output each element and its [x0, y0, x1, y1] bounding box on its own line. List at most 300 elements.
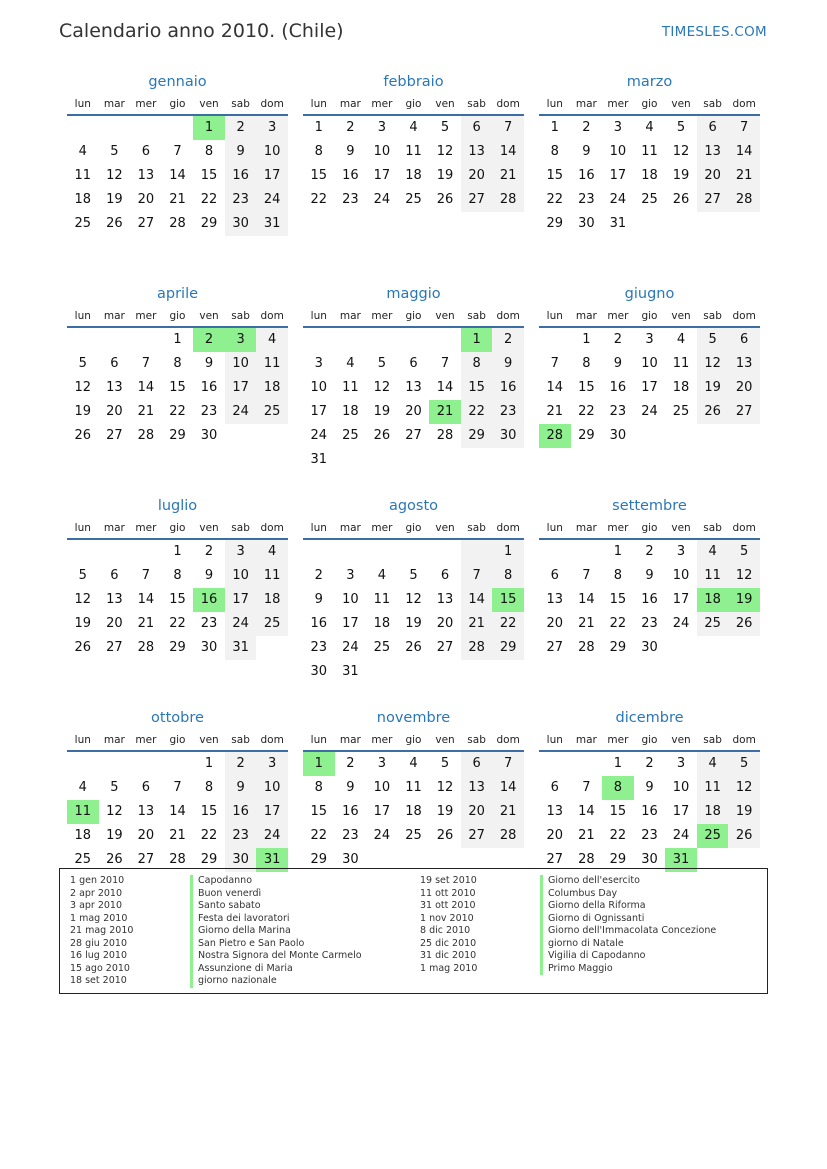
empty-cell: [162, 752, 194, 776]
day-cell: 12: [74, 380, 92, 395]
day-cell: 27: [728, 400, 760, 424]
weekday-header: mer: [366, 517, 398, 540]
weekday-header: mar: [571, 93, 603, 116]
day-cell: 22: [310, 828, 328, 843]
day-cell: 3: [256, 116, 288, 140]
day-cell: 28: [539, 424, 571, 448]
weekday-header: lun: [67, 729, 99, 752]
day-cell: 29: [169, 428, 186, 443]
day-cell: 30: [641, 640, 658, 655]
weekday-header: mer: [366, 729, 398, 752]
day-cell: 15: [461, 376, 493, 400]
day-cell: 22: [492, 612, 524, 636]
legend-date: 31 dic 2010: [420, 950, 477, 961]
day-cell: 26: [106, 852, 123, 867]
legend-holiday-name: Nostra Signora del Monte Carmelo: [190, 950, 420, 963]
weekday-header: dom: [728, 517, 760, 540]
empty-cell: [335, 448, 367, 472]
legend-holiday-name: Festa dei lavoratori: [190, 913, 420, 926]
day-cell: 25: [641, 192, 658, 207]
day-cell: 27: [461, 188, 493, 212]
weekday-header: sab: [225, 93, 257, 116]
day-cell: 15: [310, 804, 328, 819]
day-cell: 9: [204, 568, 214, 583]
day-cell: 28: [492, 188, 524, 212]
day-cell: 9: [204, 356, 214, 371]
day-cell: 24: [256, 188, 288, 212]
empty-cell: [539, 752, 571, 776]
day-cell: 15: [609, 592, 627, 607]
empty-cell: [571, 752, 603, 776]
day-cell: 22: [200, 192, 218, 207]
day-cell: 12: [74, 592, 92, 607]
day-cell: 2: [346, 756, 355, 771]
day-cell: 11: [672, 356, 690, 371]
day-cell: 4: [256, 328, 288, 352]
day-cell: 8: [204, 780, 214, 795]
weekday-header: sab: [461, 305, 493, 328]
weekday-header: lun: [303, 93, 335, 116]
day-cell: 22: [310, 192, 328, 207]
month-marzo: [539, 72, 760, 284]
day-cell: 4: [697, 752, 729, 776]
legend-date: 25 dic 2010: [420, 937, 477, 949]
weekday-header: dom: [728, 729, 760, 752]
weekday-header: ven: [429, 729, 461, 752]
day-cell: 17: [373, 804, 391, 819]
day-cell: 2: [645, 756, 654, 771]
day-cell: 10: [256, 140, 288, 164]
day-cell: 19: [373, 404, 391, 419]
day-cell: 16: [342, 168, 359, 183]
day-cell: 20: [461, 164, 493, 188]
day-cell: 5: [728, 752, 760, 776]
day-cell: 9: [225, 776, 257, 800]
day-cell: 18: [342, 404, 359, 419]
day-cell: 20: [106, 404, 123, 419]
month-days-grid: [67, 729, 288, 872]
month-title: ottobre: [151, 710, 204, 726]
day-cell: 6: [728, 328, 760, 352]
day-cell: 8: [204, 144, 214, 159]
day-cell: 24: [342, 640, 359, 655]
day-cell: 22: [546, 192, 564, 207]
day-cell: 29: [200, 852, 218, 867]
empty-cell: [728, 636, 760, 660]
day-cell: 19: [728, 588, 760, 612]
day-cell: 10: [225, 352, 257, 376]
day-cell: 18: [256, 588, 288, 612]
day-cell: 11: [697, 776, 729, 800]
day-cell: 5: [676, 120, 686, 135]
day-cell: 14: [578, 804, 595, 819]
day-cell: 18: [373, 616, 391, 631]
day-cell: 9: [346, 144, 355, 159]
day-cell: 6: [461, 752, 493, 776]
day-cell: 5: [409, 568, 418, 583]
weekday-header: gio: [634, 93, 666, 116]
empty-cell: [366, 328, 398, 352]
day-cell: 20: [106, 616, 123, 631]
day-cell: 10: [609, 144, 627, 159]
day-cell: 24: [310, 428, 328, 443]
day-cell: 3: [346, 568, 355, 583]
day-cell: 7: [728, 116, 760, 140]
day-cell: 28: [461, 636, 493, 660]
day-cell: 24: [225, 400, 257, 424]
day-cell: 10: [672, 568, 690, 583]
day-cell: 30: [578, 216, 595, 231]
day-cell: 3: [225, 540, 257, 564]
day-cell: 18: [74, 828, 92, 843]
empty-cell: [303, 328, 335, 352]
day-cell: 30: [342, 852, 359, 867]
day-cell: 4: [645, 120, 654, 135]
day-cell: 14: [546, 380, 564, 395]
month-gennaio: [67, 72, 288, 284]
day-cell: 13: [405, 380, 422, 395]
weekday-header: mer: [602, 93, 634, 116]
legend-holiday-name: Buon venerdì: [190, 888, 420, 901]
day-cell: 17: [641, 380, 658, 395]
weekday-header: sab: [461, 517, 493, 540]
legend-date: 3 apr 2010: [70, 900, 123, 911]
day-cell: 16: [641, 592, 658, 607]
weekday-header: lun: [303, 305, 335, 328]
day-cell: 20: [546, 828, 564, 843]
weekday-header: sab: [225, 729, 257, 752]
weekday-header: ven: [429, 517, 461, 540]
weekday-header: lun: [539, 93, 571, 116]
day-cell: 6: [409, 356, 418, 371]
legend-holiday-name: Assunzione di Maria: [190, 963, 420, 976]
day-cell: 2: [346, 120, 355, 135]
legend-date: 18 set 2010: [70, 975, 127, 986]
day-cell: 23: [342, 192, 359, 207]
legend-date: 21 mag 2010: [70, 925, 134, 936]
day-cell: 16: [578, 168, 595, 183]
day-cell: 8: [173, 568, 182, 583]
day-cell: 29: [200, 216, 218, 231]
day-cell: 22: [578, 404, 595, 419]
weekday-header: mar: [335, 729, 367, 752]
day-cell: 16: [609, 380, 627, 395]
day-cell: 9: [613, 356, 623, 371]
legend-holiday-name: Giorno dell'esercito: [540, 875, 770, 888]
day-cell: 28: [578, 640, 595, 655]
day-cell: 1: [613, 544, 623, 559]
day-cell: 4: [676, 332, 686, 347]
day-cell: 13: [137, 168, 155, 183]
legend-holiday-name: Primo Maggio: [540, 963, 770, 976]
day-cell: 2: [204, 544, 214, 559]
day-cell: 13: [546, 804, 564, 819]
day-cell: 5: [78, 568, 87, 583]
legend-holiday-name: Santo sabato: [190, 900, 420, 913]
day-cell: 27: [405, 428, 422, 443]
day-cell: 31: [256, 212, 288, 236]
empty-cell: [130, 752, 162, 776]
day-cell: 23: [342, 828, 359, 843]
day-cell: 11: [641, 144, 658, 159]
months-grid: [67, 72, 761, 920]
month-title: luglio: [157, 498, 198, 514]
weekday-header: lun: [539, 729, 571, 752]
legend-date: 19 set 2010: [420, 875, 477, 886]
day-cell: 14: [461, 588, 493, 612]
day-cell: 16: [342, 804, 359, 819]
weekday-header: mar: [99, 729, 131, 752]
day-cell: 19: [405, 616, 422, 631]
day-cell: 13: [106, 380, 123, 395]
day-cell: 21: [546, 404, 564, 419]
empty-cell: [665, 636, 697, 660]
day-cell: 25: [74, 852, 92, 867]
day-cell: 21: [169, 192, 186, 207]
day-cell: 6: [110, 356, 119, 371]
weekday-header: lun: [539, 517, 571, 540]
day-cell: 7: [582, 568, 591, 583]
day-cell: 3: [676, 544, 686, 559]
day-cell: 27: [697, 188, 729, 212]
weekday-header: ven: [193, 305, 225, 328]
day-cell: 12: [106, 804, 123, 819]
day-cell: 17: [225, 588, 257, 612]
legend-holiday-name: Capodanno: [190, 875, 420, 888]
weekday-header: mar: [571, 729, 603, 752]
day-cell: 20: [546, 616, 564, 631]
day-cell: 29: [461, 424, 493, 448]
day-cell: 15: [546, 168, 564, 183]
day-cell: 30: [225, 212, 257, 236]
day-cell: 29: [492, 636, 524, 660]
empty-cell: [728, 212, 760, 236]
legend-holiday-name: Columbus Day: [540, 888, 770, 901]
day-cell: 2: [193, 328, 225, 352]
day-cell: 18: [405, 804, 422, 819]
weekday-header: mar: [571, 517, 603, 540]
day-cell: 17: [256, 164, 288, 188]
day-cell: 12: [106, 168, 123, 183]
weekday-header: dom: [492, 305, 524, 328]
day-cell: 20: [137, 828, 155, 843]
month-title: marzo: [626, 74, 673, 90]
day-cell: 14: [728, 140, 760, 164]
day-cell: 7: [492, 116, 524, 140]
weekday-header: sab: [697, 93, 729, 116]
day-cell: 25: [672, 404, 690, 419]
day-cell: 13: [461, 776, 493, 800]
empty-cell: [461, 540, 493, 564]
day-cell: 1: [204, 756, 214, 771]
day-cell: 18: [405, 168, 422, 183]
legend-holiday-name: giorno nazionale: [190, 975, 420, 988]
day-cell: 8: [582, 356, 591, 371]
empty-cell: [539, 328, 571, 352]
month-days-grid: [303, 305, 524, 472]
day-cell: 6: [141, 780, 151, 795]
weekday-header: mar: [335, 305, 367, 328]
day-cell: 15: [578, 380, 595, 395]
day-cell: 7: [582, 780, 591, 795]
empty-cell: [130, 116, 162, 140]
day-cell: 22: [461, 400, 493, 424]
day-cell: 24: [373, 192, 391, 207]
weekday-header: ven: [665, 729, 697, 752]
day-cell: 1: [550, 120, 559, 135]
legend-holiday-name: Giorno dell'Immacolata Concezione: [540, 925, 770, 938]
day-cell: 5: [697, 328, 729, 352]
day-cell: 17: [342, 616, 359, 631]
day-cell: 15: [169, 380, 186, 395]
day-cell: 31: [342, 664, 359, 679]
day-cell: 22: [609, 616, 627, 631]
day-cell: 19: [672, 168, 690, 183]
empty-cell: [67, 328, 99, 352]
weekday-header: mar: [571, 305, 603, 328]
empty-cell: [461, 660, 493, 684]
weekday-header: gio: [398, 729, 430, 752]
day-cell: 24: [373, 828, 391, 843]
day-cell: 19: [436, 168, 454, 183]
empty-cell: [728, 424, 760, 448]
day-cell: 18: [697, 588, 729, 612]
day-cell: 1: [303, 752, 335, 776]
day-cell: 7: [550, 356, 559, 371]
day-cell: 28: [137, 640, 155, 655]
empty-cell: [398, 660, 430, 684]
weekday-header: sab: [225, 517, 257, 540]
empty-cell: [634, 212, 666, 236]
day-cell: 12: [436, 144, 454, 159]
day-cell: 8: [173, 356, 182, 371]
legend-holiday-name: Giorno di Ognissanti: [540, 913, 770, 926]
day-cell: 2: [225, 116, 257, 140]
weekday-header: lun: [67, 517, 99, 540]
day-cell: 24: [672, 828, 690, 843]
day-cell: 10: [641, 356, 658, 371]
day-cell: 14: [436, 380, 454, 395]
day-cell: 1: [193, 116, 225, 140]
weekday-header: mar: [99, 305, 131, 328]
day-cell: 4: [78, 144, 87, 159]
day-cell: 30: [225, 848, 257, 872]
day-cell: 21: [492, 800, 524, 824]
day-cell: 9: [645, 780, 654, 795]
day-cell: 15: [609, 804, 627, 819]
day-cell: 3: [645, 332, 654, 347]
day-cell: 11: [405, 144, 422, 159]
day-cell: 6: [110, 568, 119, 583]
brand-link[interactable]: TIMESLES.COM: [661, 24, 767, 40]
day-cell: 25: [373, 640, 391, 655]
day-cell: 28: [169, 216, 186, 231]
day-cell: 7: [141, 568, 151, 583]
day-cell: 26: [436, 828, 454, 843]
day-cell: 26: [728, 824, 760, 848]
day-cell: 16: [225, 800, 257, 824]
weekday-header: mer: [366, 93, 398, 116]
empty-cell: [634, 424, 666, 448]
day-cell: 6: [697, 116, 729, 140]
weekday-header: gio: [398, 93, 430, 116]
day-cell: 20: [461, 800, 493, 824]
legend-holiday-name: Giorno della Marina: [190, 925, 420, 938]
weekday-header: gio: [162, 93, 194, 116]
weekday-header: lun: [67, 93, 99, 116]
day-cell: 21: [169, 828, 186, 843]
weekday-header: gio: [634, 305, 666, 328]
weekday-header: gio: [162, 517, 194, 540]
day-cell: 22: [169, 616, 186, 631]
day-cell: 12: [436, 780, 454, 795]
weekday-header: gio: [162, 305, 194, 328]
day-cell: 11: [697, 564, 729, 588]
day-cell: 31: [225, 636, 257, 660]
day-cell: 4: [377, 568, 387, 583]
weekday-header: dom: [256, 93, 288, 116]
day-cell: 5: [728, 540, 760, 564]
day-cell: 3: [225, 328, 257, 352]
day-cell: 30: [200, 640, 218, 655]
day-cell: 26: [106, 216, 123, 231]
day-cell: 23: [492, 400, 524, 424]
day-cell: 12: [728, 564, 760, 588]
day-cell: 11: [256, 564, 288, 588]
day-cell: 26: [436, 192, 454, 207]
day-cell: 6: [550, 568, 559, 583]
day-cell: 4: [256, 540, 288, 564]
day-cell: 29: [609, 640, 627, 655]
day-cell: 4: [697, 540, 729, 564]
day-cell: 9: [225, 140, 257, 164]
holiday-legend: [59, 868, 768, 994]
weekday-header: lun: [67, 305, 99, 328]
day-cell: 14: [169, 804, 186, 819]
day-cell: 7: [173, 780, 182, 795]
weekday-header: dom: [256, 305, 288, 328]
day-cell: 11: [342, 380, 359, 395]
month-days-grid: [539, 517, 760, 660]
legend-date: 31 ott 2010: [420, 900, 476, 911]
day-cell: 1: [173, 332, 182, 347]
day-cell: 23: [578, 192, 595, 207]
day-cell: 3: [676, 756, 686, 771]
day-cell: 9: [645, 568, 654, 583]
day-cell: 21: [461, 612, 493, 636]
day-cell: 19: [728, 800, 760, 824]
month-title: maggio: [386, 286, 441, 302]
day-cell: 2: [314, 568, 323, 583]
day-cell: 5: [377, 356, 387, 371]
empty-cell: [461, 448, 493, 472]
weekday-header: sab: [461, 93, 493, 116]
day-cell: 20: [436, 616, 454, 631]
empty-cell: [335, 328, 367, 352]
month-maggio: [303, 284, 524, 496]
day-cell: 19: [106, 828, 123, 843]
weekday-header: dom: [728, 93, 760, 116]
month-luglio: [67, 496, 288, 708]
day-cell: 16: [200, 380, 218, 395]
legend-date: 15 ago 2010: [70, 962, 130, 974]
empty-cell: [571, 540, 603, 564]
day-cell: 28: [169, 852, 186, 867]
empty-cell: [697, 424, 729, 448]
empty-cell: [697, 636, 729, 660]
day-cell: 16: [310, 616, 328, 631]
empty-cell: [99, 752, 131, 776]
